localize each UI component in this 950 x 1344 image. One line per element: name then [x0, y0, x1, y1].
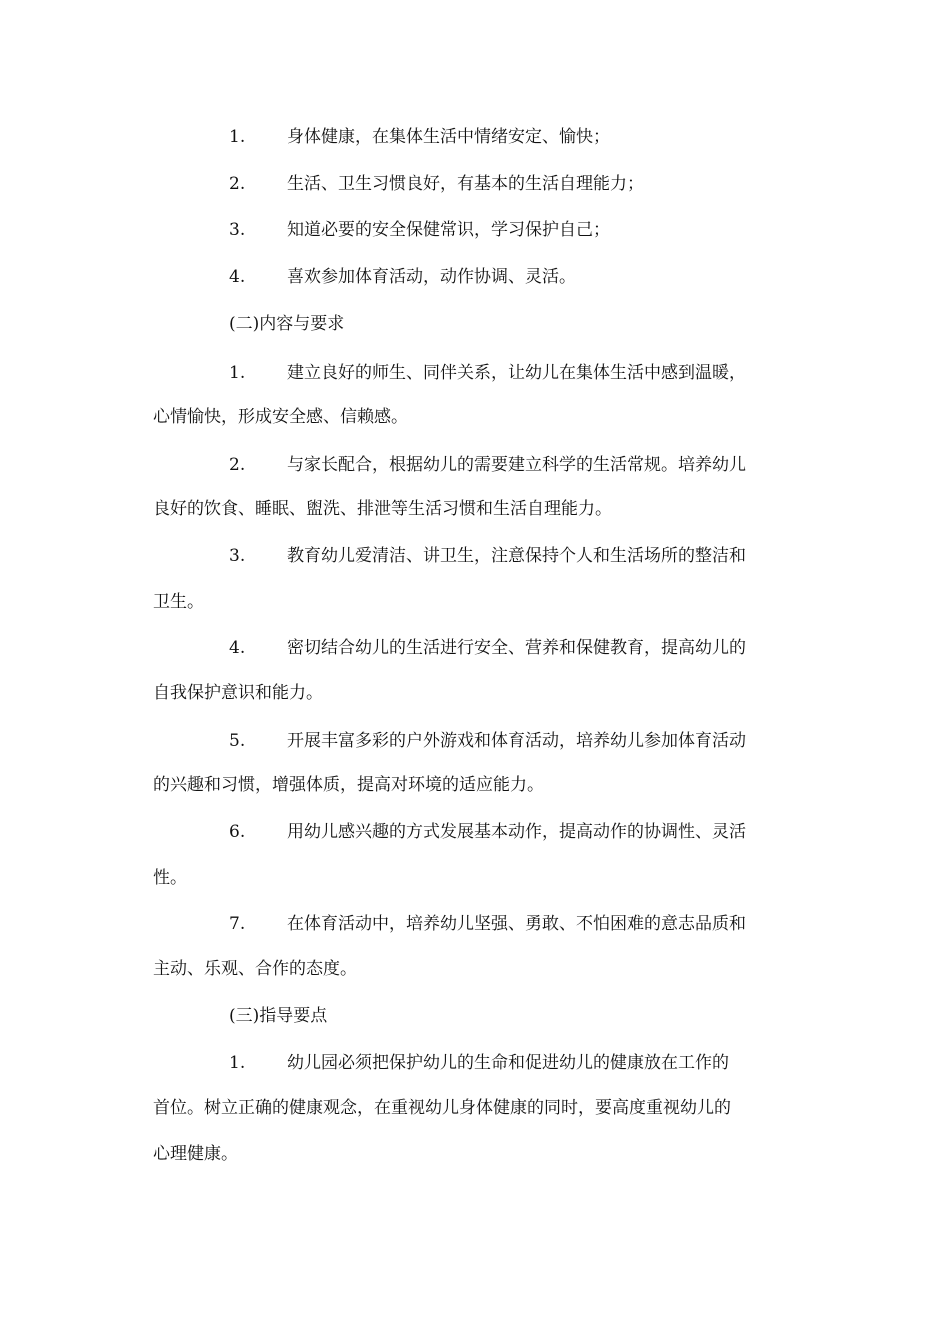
heading-text: (三)指导要点: [229, 1006, 328, 1026]
item-text: 建立良好的师生、同伴关系，让幼儿在集体生活中感到温暖，: [287, 363, 746, 383]
item-text-continued: 性。: [153, 868, 187, 888]
item-number: 3.: [229, 546, 246, 566]
heading-text: (二)内容与要求: [229, 314, 345, 334]
item-text-continued: 主动、乐观、合作的态度。: [153, 959, 357, 979]
item-number: 2.: [229, 174, 246, 194]
item-text: 与家长配合，根据幼儿的需要建立科学的生活常规。培养幼儿: [287, 455, 746, 475]
item-text: 知道必要的安全保健常识，学习保护自己；: [287, 220, 610, 240]
item-text: 身体健康，在集体生活中情绪安定、愉快；: [287, 127, 610, 147]
item-text: 教育幼儿爱清洁、讲卫生，注意保持个人和生活场所的整洁和: [287, 546, 746, 566]
item-number: 7.: [229, 914, 246, 934]
item-text-continued: 卫生。: [153, 592, 204, 612]
item-text-continued: 首位。树立正确的健康观念，在重视幼儿身体健康的同时，要高度重视幼儿的: [153, 1098, 731, 1118]
item-number: 4.: [229, 267, 246, 287]
item-number: 2.: [229, 455, 246, 475]
item-text: 在体育活动中，培养幼儿坚强、勇敢、不怕困难的意志品质和: [287, 914, 746, 934]
item-number: 5.: [229, 731, 246, 751]
item-number: 4.: [229, 638, 246, 658]
item-text-continued: 的兴趣和习惯，增强体质，提高对环境的适应能力。: [153, 775, 544, 795]
item-text: 开展丰富多彩的户外游戏和体育活动，培养幼儿参加体育活动: [287, 731, 746, 751]
item-text: 喜欢参加体育活动，动作协调、灵活。: [287, 267, 576, 287]
item-text: 幼儿园必须把保护幼儿的生命和促进幼儿的健康放在工作的: [287, 1053, 729, 1073]
item-number: 1.: [229, 127, 246, 147]
item-text: 生活、卫生习惯良好，有基本的生活自理能力；: [287, 174, 644, 194]
item-number: 1.: [229, 1053, 246, 1073]
item-text-continued: 良好的饮食、睡眠、盥洗、排泄等生活习惯和生活自理能力。: [153, 499, 612, 519]
item-text-continued: 心情愉快，形成安全感、信赖感。: [153, 407, 408, 427]
item-number: 1.: [229, 363, 246, 383]
item-text-continued: 心理健康。: [153, 1144, 238, 1164]
item-text: 密切结合幼儿的生活进行安全、营养和保健教育，提高幼儿的: [287, 638, 746, 658]
item-number: 3.: [229, 220, 246, 240]
item-text: 用幼儿感兴趣的方式发展基本动作，提高动作的协调性、灵活: [287, 822, 746, 842]
item-number: 6.: [229, 822, 246, 842]
item-text-continued: 自我保护意识和能力。: [153, 683, 323, 703]
